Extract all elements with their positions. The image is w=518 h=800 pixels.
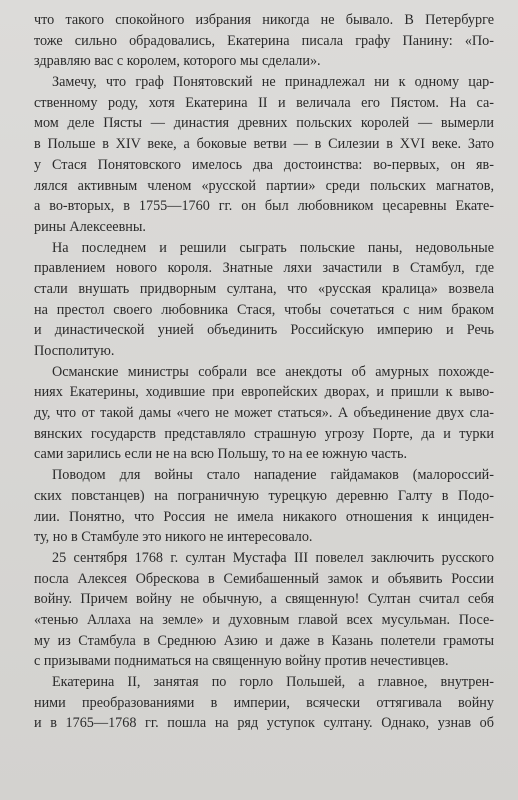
- text-line: здравляю вас с королем, которого мы сделали».: [34, 53, 321, 70]
- paragraph: [34, 238, 494, 362]
- text-line: рины Алексеевны.: [34, 218, 146, 235]
- text-line: мом деле Пясты — династия древних польских королей — вымерли: [34, 115, 494, 132]
- text-line: с призывами подниматься на священную войну против нечестивцев.: [34, 653, 449, 670]
- text-line: правлением нового короля. Знатные ляхи зачастили в Стамбул, где: [34, 260, 494, 277]
- text-line: и династической унией объединить Российскую империю и Речь: [34, 322, 494, 339]
- text-line: у Стася Понятовского имелось два достоинства: во-первых, он яв-: [34, 156, 494, 173]
- text-line: 25 сентября 1768 г. султан Мустафа III повелел заключить русского: [52, 549, 494, 566]
- text-line: Екатерина II, занятая по горло Польшей, а главное, внутрен-: [52, 674, 494, 690]
- paragraph: [34, 548, 494, 672]
- paragraph: [34, 672, 494, 734]
- paragraph: [34, 10, 494, 72]
- text-line: Османские министры собрали все анекдоты об амурных похожде-: [52, 363, 494, 380]
- text-line: ских повстанцев) на пограничную турецкую деревню Галту в Подо-: [34, 487, 494, 504]
- paragraph: [34, 72, 494, 238]
- text-line: ду, что от такой дамы «чего не может статься». А объединение двух сла-: [34, 405, 494, 422]
- text-line: и в 1765—1768 гг. пошла на ряд уступок султану. Однако, узнав об: [34, 715, 494, 732]
- text-line: а во-вторых, в 1755—1760 гг. он был любовником цесаревны Екате-: [34, 198, 494, 215]
- text-line: в Польше в XIV веке, а боковые ветви — в Силезии в XVI веке. Зато: [34, 136, 494, 153]
- text-line: вянских государств представляло страшную угрозу Порте, да и турки: [34, 425, 494, 442]
- text-line: На последнем и решили сыграть польские паны, недовольные: [52, 239, 494, 256]
- text-line: войну. Причем войну не обычную, а священную! Султан считал себя: [34, 591, 494, 608]
- paragraph: [34, 362, 494, 465]
- text-line: ниях Екатерины, ходившие при европейских дворах, и пришли к выво-: [34, 384, 494, 401]
- text-line: на престол своего любовника Стася, чтобы сочетаться с ним браком: [34, 301, 494, 318]
- text-line: Посполитую.: [34, 343, 115, 359]
- text-line: му из Стамбула в Среднюю Азию и даже в Казань полетели грамоты: [34, 632, 494, 649]
- text-line: тоже сильно обрадовались, Екатерина писала графу Панину: «По-: [34, 32, 494, 49]
- text-line: лии. Понятно, что Россия не имела никакого отношения к инциден-: [34, 508, 494, 525]
- text-line: Замечу, что граф Понятовский не принадлежал ни к одному цар-: [52, 74, 494, 91]
- text-line: «тенью Аллаха на земле» и духовным главой всех мусульман. Посе-: [34, 611, 494, 628]
- text-line: стали внушать придворным султана, что «русская кралица» возвела: [34, 280, 494, 297]
- page-text: [34, 10, 494, 734]
- text-line: ними преобразованиями в империи, всячески оттягивала войну: [34, 694, 494, 711]
- text-line: что такого спокойного избрания никогда не бывало. В Петербурге: [34, 12, 494, 28]
- text-line: Поводом для войны стало нападение гайдамаков (малороссий-: [52, 467, 494, 484]
- text-line: посла Алексея Обрескова в Семибашенный замок и объявить России: [34, 570, 494, 587]
- text-line: ственному роду, хотя Екатерина II и величала его Пястом. На са-: [34, 94, 494, 111]
- text-line: лялся активным членом «русской партии» среди польских магнатов,: [34, 177, 494, 194]
- paragraph: [34, 465, 494, 548]
- text-line: ту, но в Стамбуле это никого не интересовало.: [34, 529, 313, 546]
- text-line: сами зарились если не на всю Польшу, то на ее южную часть.: [34, 446, 408, 463]
